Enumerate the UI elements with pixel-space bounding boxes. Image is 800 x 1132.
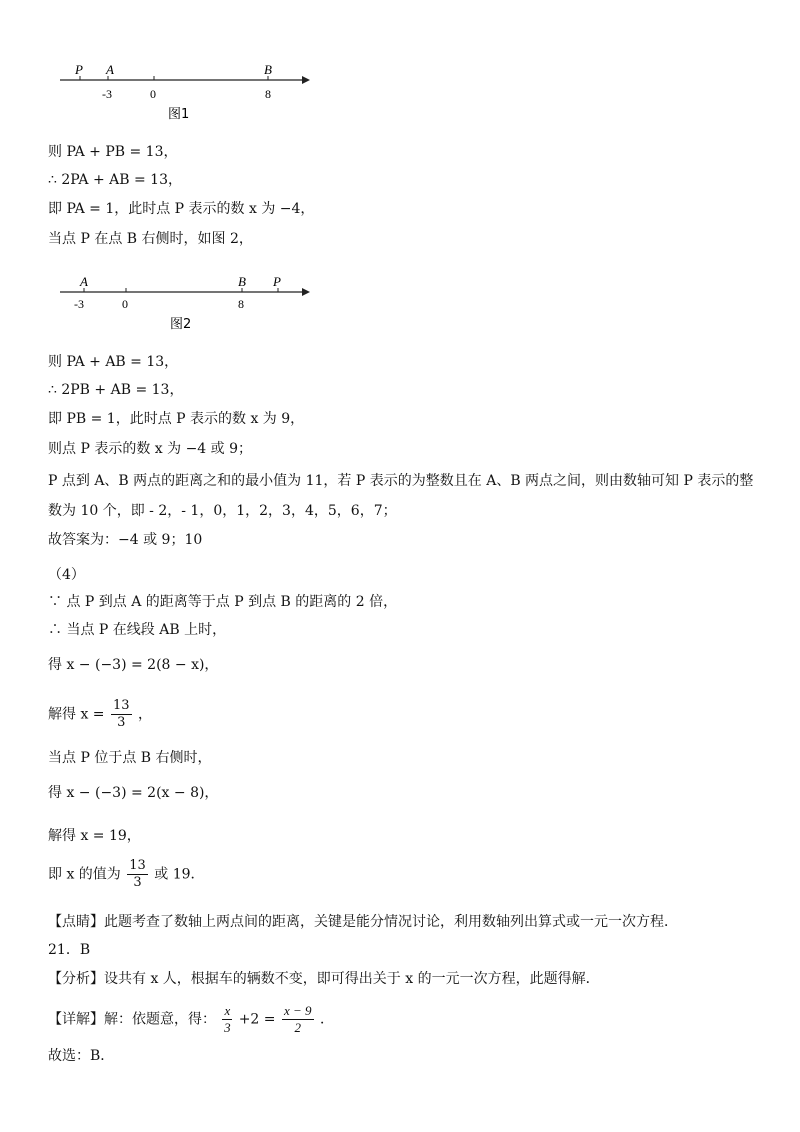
point-label-b: B <box>264 62 272 77</box>
text-line: 故答案为：−4 或 9；10 <box>48 532 203 548</box>
text-line: 即 PB = 1，此时点 P 表示的数 x 为 9， <box>48 411 305 427</box>
text-line: 当点 P 位于点 B 右侧时， <box>48 750 212 766</box>
fraction-13-over-3: $\frac{13}{3}$ <box>129 858 146 890</box>
fraction-x-minus-9-over-2: $\frac{x - 9}{2}$ <box>283 1003 312 1035</box>
text-paragraph: P 点到 A、B 两点的距离之和的最小值为 11，若 P 表示的为整数且在 A、B 两点之间，则由数轴可知 P 表示的整数为 10 个，即 - 2，- 1，0，1，2，3，4，5，6，7； <box>48 473 754 519</box>
tick-label-0: 0 <box>122 297 128 311</box>
key-point-line: 【点睛】此题考查了数轴上两点间的距离，关键是能分情况讨论，利用数轴列出算式或一元一次方程． <box>48 914 678 930</box>
text-line: 当点 P 在点 B 右侧时，如图 2， <box>48 231 253 247</box>
solution-line: 解得 x = $\frac{13}{3}$ ， <box>48 698 152 730</box>
point-label-p: P <box>75 62 83 77</box>
answer-line: 即 x 的值为 $\frac{13}{3}$ 或 19． <box>48 858 205 890</box>
point-label-b: B <box>238 274 246 289</box>
detail-line: 【详解】解：依题意，得： $\frac{x}{3}$ +2 = $\frac{x - 9}{2}$ ． <box>48 1003 334 1035</box>
tick-label-neg3: -3 <box>102 87 112 101</box>
point-label-p: P <box>273 274 281 289</box>
text-line: （4） <box>48 567 85 583</box>
text-line: ∴ 2PB + AB = 13， <box>48 382 184 398</box>
axis-arrow <box>302 76 310 84</box>
axis-arrow <box>302 288 310 296</box>
text-line: 则点 P 表示的数 x 为 −4 或 9； <box>48 441 253 457</box>
tick-label-8: 8 <box>238 297 244 311</box>
text-line: ∴ 当点 P 在线段 AB 上时， <box>48 622 227 638</box>
equation-line: 得 x − (−3) = 2(8 − x)， <box>48 657 219 673</box>
text-line: 则 PA + AB = 13， <box>48 354 179 370</box>
fraction-x-over-3: $\frac{x}{3}$ <box>224 1003 231 1035</box>
solution-line: 解得 x = 19， <box>48 828 141 844</box>
final-answer-line: 故选：B． <box>48 1048 115 1064</box>
number-line-figure-2 <box>50 266 320 336</box>
point-label-a: A <box>80 274 88 289</box>
figure-caption: 图2 <box>170 317 192 332</box>
question-number: 21．B <box>48 942 91 958</box>
number-line-figure-1 <box>50 56 320 126</box>
analysis-line: 【分析】设共有 x 人，根据车的辆数不变，即可得出关于 x 的一元一次方程，此题得解． <box>48 971 600 987</box>
text-line: 即 PA = 1，此时点 P 表示的数 x 为 −4， <box>48 201 315 217</box>
fraction-13-over-3: $\frac{13}{3}$ <box>112 698 130 730</box>
equation-line: 得 x − (−3) = 2(x − 8)， <box>48 785 219 801</box>
tick-label-0: 0 <box>150 87 156 101</box>
tick-label-8: 8 <box>265 87 271 101</box>
text-line: 则 PA + PB = 13， <box>48 144 178 160</box>
tick-label-neg3: -3 <box>74 297 84 311</box>
figure-caption: 图1 <box>168 107 190 122</box>
text-line: ∵ 点 P 到点 A 的距离等于点 P 到点 B 的距离的 2 倍， <box>48 594 398 610</box>
point-label-a: A <box>106 62 114 77</box>
text-line: ∴ 2PA + AB = 13， <box>48 172 182 188</box>
